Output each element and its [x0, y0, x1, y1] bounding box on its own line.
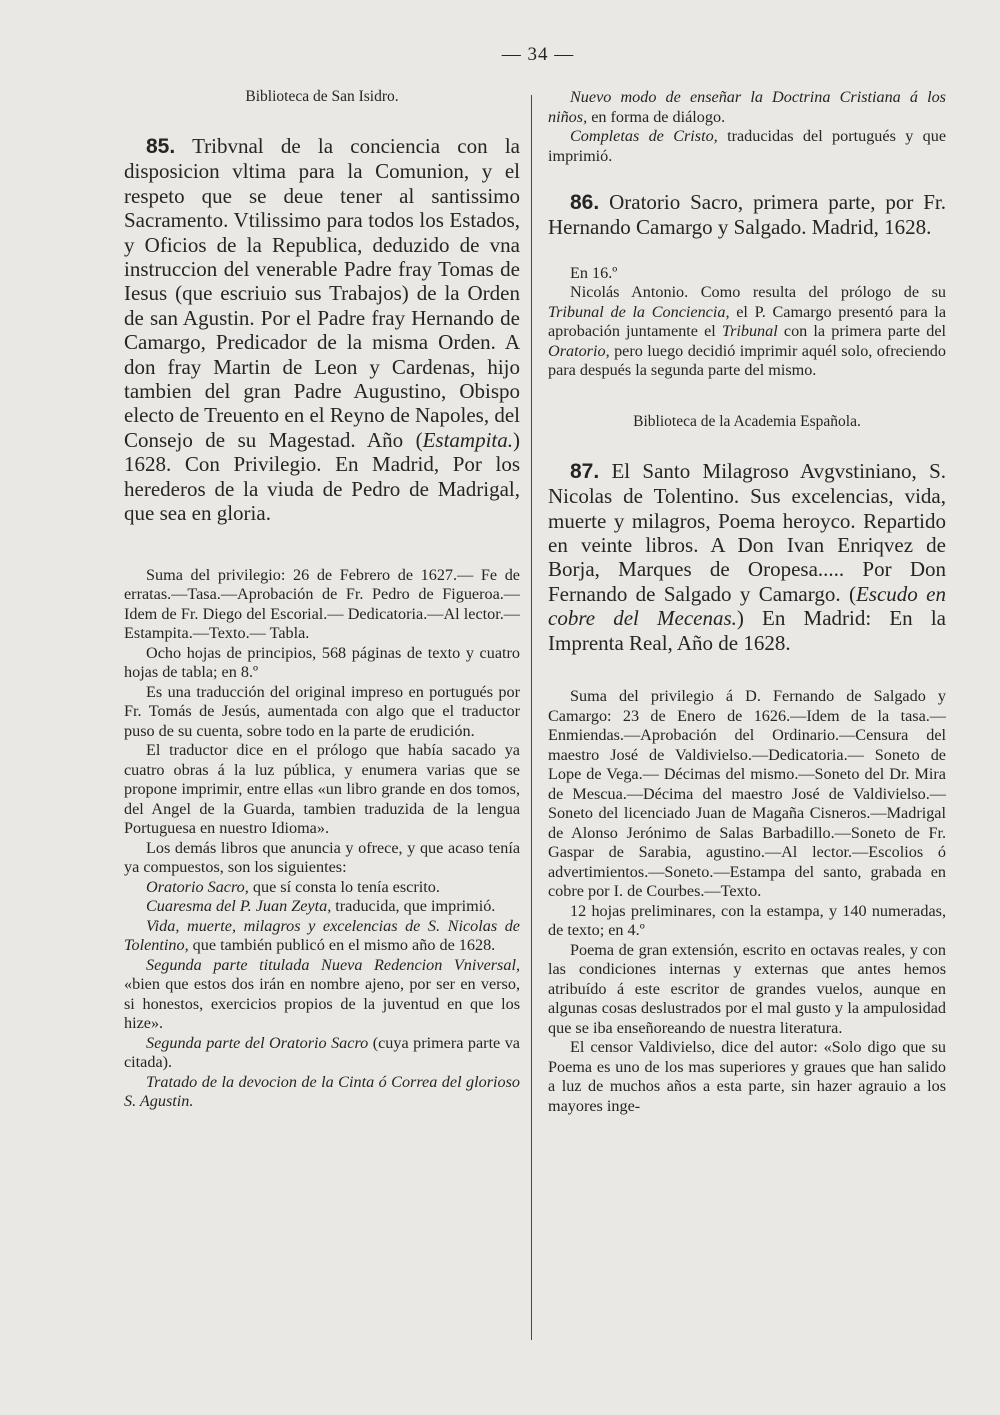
entry-number: 85.	[146, 135, 176, 158]
text-run-italic: Tribunal	[721, 322, 778, 341]
spacer	[548, 240, 946, 264]
column-divider	[531, 95, 532, 1340]
text-run: con la primera parte del	[777, 322, 947, 341]
entry-italic: Estampita.	[422, 427, 513, 452]
book-note: que también publicó en el mismo año de 1628.	[188, 936, 496, 954]
book-title: Cuaresma del P. Juan Zeyta,	[146, 897, 332, 915]
spacer	[548, 655, 946, 687]
spacer	[548, 381, 946, 413]
book-note: en forma de diálogo.	[587, 107, 726, 126]
book-completas	[548, 127, 946, 166]
paragraph-traduccion: Es una traducción del original impreso en portugués por Fr. Tomás de Jesús, aumentada con algo que el traductor puso de su cuenta, sobre todo en la parte de erudición.	[124, 682, 520, 740]
text-run: el P. Camargo presentó para la aprobación juntamente el	[548, 302, 946, 341]
book-note: «bien que estos dos irán en nombre ajeno, por ser en verso, si honestos, exercicios propios de la juventud en que los hize».	[124, 975, 520, 1032]
entry-number: 86.	[570, 191, 600, 214]
entry-text-tail: ) 1628. Con Privilegio. En Madrid, Por los herederos de la viuda de Pedro de Madrigal, que sea en gloria.	[124, 427, 520, 526]
book-note: que sí consta lo tenía escrito.	[248, 877, 440, 896]
text-run: pero luego decidió imprimir aquél solo, ofreciendo para después la segunda parte del mismo.	[548, 341, 946, 380]
paragraph-prologo: El traductor dice en el prólogo que había sacado ya cuatro obras á la luz pública, y enumera varias que se propone imprimir, entre ellas «un libro grande en dos tomos, del Angel de la Guarda, tambien traduzida de la lengua Portuguesa en nuestro Idioma».	[124, 741, 520, 837]
paragraph-censor: El censor Valdivielso, dice del autor: «Solo digo que su Poema es uno de los mas superiores y graues que han salido a luz de muchos años a esta parte, sin hazer agrauio a los mayores inge-	[548, 1038, 946, 1115]
book-segunda-parte	[124, 956, 520, 1034]
entry-text-tail: ) En Madrid: En la Imprenta Real, Año de 1628.	[548, 606, 946, 655]
right-column	[548, 88, 946, 1116]
entry-85	[124, 134, 520, 526]
spacer	[124, 526, 520, 566]
book-title: Segunda parte del Oratorio Sacro	[146, 1033, 369, 1052]
suma-privilegio: Suma del privilegio: 26 de Febrero de 1627.— Fe de erratas.—Tasa.—Aprobación de Fr. Pedro de Figueroa.—Idem de Fr. Diego del Escorial.— Dedicatoria.—Al lector.—Estampita.—Texto.— Tabla.	[124, 565, 520, 642]
text-run: Nicolás Antonio. Como resulta del prólogo de su	[570, 283, 946, 302]
page-number: — 34 —	[501, 44, 575, 65]
book-vida	[124, 917, 520, 956]
book-cuaresma	[124, 897, 520, 917]
library-heading-academia: Biblioteca de la Academia Española.	[633, 412, 861, 430]
entry-number: 87.	[570, 459, 600, 483]
paragraph-nicolas-antonio	[548, 283, 946, 381]
entry-87	[548, 459, 946, 655]
book-note: traducidas del portugués y que imprimió.	[548, 127, 947, 165]
book-nuevo-modo	[548, 88, 946, 127]
paragraph-demas-libros: Los demás libros que anuncia y ofrece, y que acaso tenía ya compuestos, son los siguientes:	[124, 838, 520, 876]
book-title: Completas de Cristo,	[570, 127, 718, 145]
book-oratorio	[124, 878, 520, 898]
entry-text: Oratorio Sacro, primera parte, por Fr. Hernando Camargo y Salgado. Madrid, 1628.	[548, 190, 946, 240]
entry-italic: Escudo en cobre del Mecenas.	[548, 581, 946, 631]
book-title: Tratado de la devocion de la Cinta ó Correa del glorioso S. Agustin.	[124, 1072, 520, 1110]
book-tratado	[124, 1073, 520, 1112]
book-note: (cuya primera parte va citada).	[124, 1033, 520, 1071]
entry-text: El Santo Milagroso Avgvstiniano, S. Nicolas de Tolentino. Sus excelencias, vida, muerte y milagros, Poema heroyco. Repartido en veinte libros. A Don Ivan Enriqvez de Borja, Marques de Oropesa..... Por Don Fernando de Salgado y Camargo. (	[548, 458, 947, 606]
suma-privilegio-87: Suma del privilegio á D. Fernando de Salgado y Camargo: 23 de Enero de 1626.—Idem de la tasa.—Enmiendas.—Aprobación del Ordinario.—Censura del maestro José de Valdivielso.—Dedicatoria.— Soneto de Lope de Vega.— Décimas del mismo.—Soneto del Dr. Mira de Mescua.—Décima del maestro José de Valdivielso.—Soneto del licenciado Juan de Magaña Cisneros.—Madrigal de Alonso Jerónimo de Salas Barbadillo.—Soneto de Fr. Gaspar de Sarabia, agustino.—Al lector.—Escolios ó advertimientos.—Soneto.—Estampa del santo, grabada en cobre por I. de Courbes.—Texto.	[548, 687, 946, 901]
entry-text: Tribvnal de la conciencia con la disposicion vltima para la Comunion, y el respeto que se deue tener al santissimo Sacramento. Vtilissimo para todos los Estados, y Oficios de la Republica, deduzido de vna instruccion del venerable Padre fray Tomas de Iesus (que escriuio sus Trabajos) de la Orden de san Agustin. Por el Padre fray Hernando de Camargo, Predicador de la misma Orden. A don fray Martin de Leon y Cardenas, hijo tambien del gran Padre Augustino, Obispo electo de Treuento en el Reyno de Napoles, del Consejo de su Magestad. Año (	[124, 134, 520, 452]
book-title: Vida, muerte, milagros y excelencias de S. Nicolas de Tolentino,	[124, 916, 520, 954]
book-title: Segunda parte titulada Nueva Redencion Vniversal,	[146, 955, 520, 974]
book-note: traducida, que imprimió.	[331, 897, 496, 915]
book-segunda-oratorio	[124, 1034, 520, 1073]
book-title: Oratorio Sacro,	[146, 877, 249, 896]
book-title: Nuevo modo de enseñar la Doctrina Cristiana á los niños,	[548, 88, 946, 126]
format-en-16: En 16.º	[570, 263, 618, 282]
library-heading-san-isidro: Biblioteca de San Isidro.	[245, 88, 399, 105]
paragraph-hojas: 12 hojas preliminares, con la estampa, y 140 numeradas, de texto; en 4.º	[548, 901, 946, 940]
paragraph-ocho-hojas: Ocho hojas de principios, 568 páginas de texto y cuatro hojas de tabla; en 8.º	[124, 643, 520, 681]
text-run-italic: Oratorio,	[548, 341, 610, 360]
text-run-italic: Tribunal de la Conciencia,	[548, 302, 730, 321]
left-column	[124, 88, 520, 1112]
entry-86	[548, 190, 946, 240]
spacer	[548, 166, 946, 190]
paragraph-poema: Poema de gran extensión, escrito en octavas reales, y con las condiciones internas y externas que antes hemos atribuído á este escritor de grandes vuelos, aunque en algunas cosas deslustrados por el mal gusto y la ampulosidad que se iba enseñoreando de nuestra literatura.	[548, 940, 946, 1037]
